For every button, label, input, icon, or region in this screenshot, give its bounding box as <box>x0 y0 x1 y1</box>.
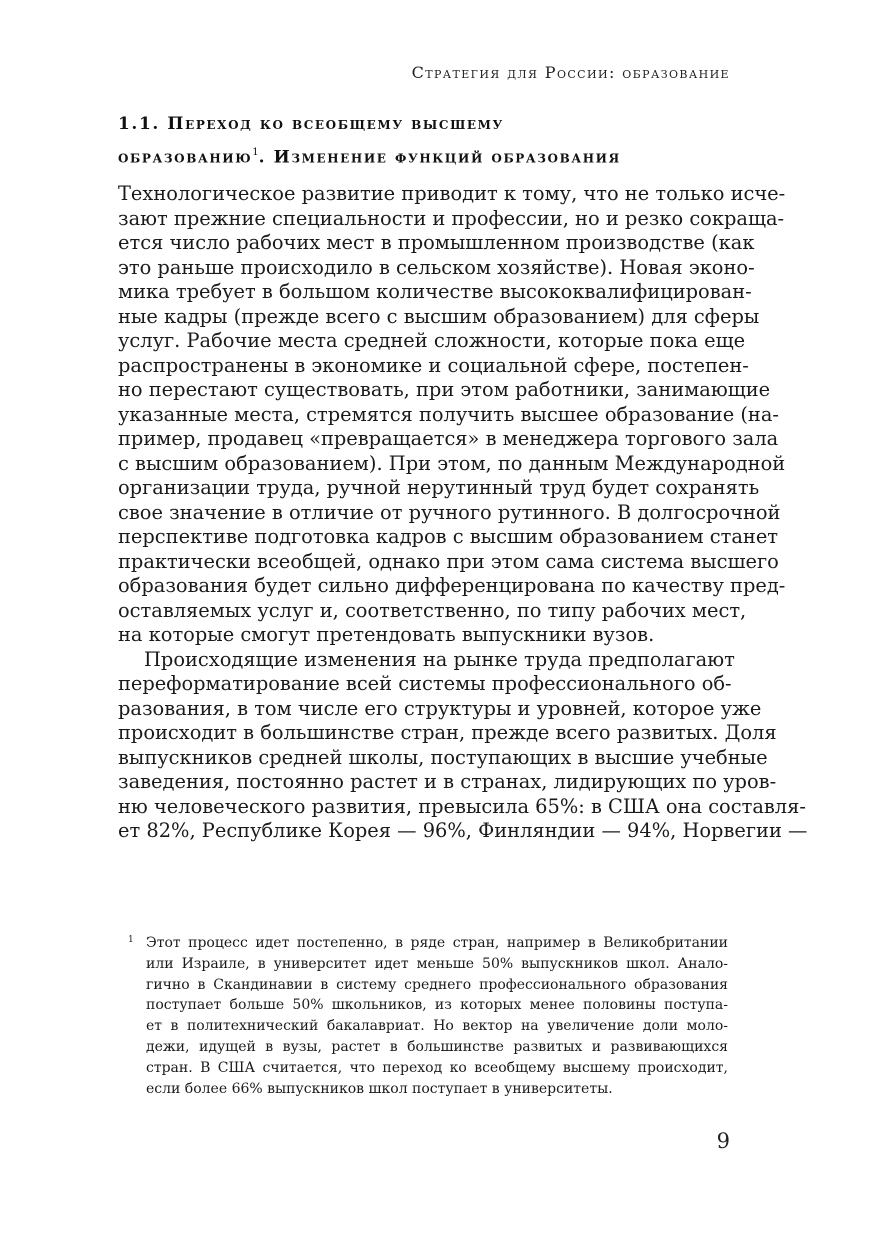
text-line: оставляемых услуг и, соответственно, по типу рабочих мест, <box>118 598 747 622</box>
footnote-line: Этот процесс идет постепенно, в ряде стран, например в Великобритании <box>146 935 728 951</box>
text-line: перспективе подготовка кадров с высшим образованием станет <box>118 525 779 548</box>
section-heading-line-2-start: образованию <box>118 147 253 168</box>
text-line: происходит в большинстве стран, прежде всего развитых. Доля <box>118 721 777 744</box>
page-number: 9 <box>716 1129 730 1153</box>
text-line: выпускников средней школы, поступающих в высшие учебные <box>118 745 768 769</box>
footnote-line: стран. В США считается, что переход ко всеобщему высшему происходит, <box>146 1059 728 1076</box>
section-heading-line-2 <box>118 139 738 173</box>
text-line: практически всеобщей, однако при этом сама система высшего <box>118 549 779 573</box>
footnote-line: или Израиле, в университет идет меньше 50% выпускников школ. Анало- <box>146 955 728 972</box>
text-line: разования, в том числе его структуры и уровней, которое уже <box>118 696 762 720</box>
text-line: зают прежние специальности и профессии, но и резко сокраща- <box>118 206 785 230</box>
paragraph-2 <box>118 647 808 844</box>
text-line: на которые смогут претендовать выпускники вузов. <box>118 623 655 646</box>
footnote-line: если более 66% выпускников школ поступает в университеты. <box>146 1080 613 1097</box>
footnote-line: гично в Скандинавии в систему среднего профессионального образования <box>146 976 728 993</box>
text-line: Технологическое развитие приводит к тому, что не только исче- <box>118 182 786 205</box>
text-line: ется число рабочих мест в промышленном производстве (как <box>118 231 755 254</box>
text-line: образования будет сильно дифференцирована по качеству пред- <box>118 574 786 597</box>
footnote <box>118 933 728 1099</box>
paragraph-1 <box>118 182 786 648</box>
text-line: указанные места, стремятся получить высшее образование (на- <box>118 402 779 426</box>
footnote-marker: 1 <box>128 935 134 945</box>
footnote-line: дежи, идущей в вузы, растет в большинстве развитых и развивающихся <box>146 1038 728 1055</box>
text-line: заведения, постоянно растет и в странах, лидирующих по уров- <box>118 770 777 793</box>
text-line: но перестают существовать, при этом работники, занимающие <box>118 378 771 401</box>
text-line: Происходящие изменения на рынке труда предполагают <box>144 647 735 671</box>
body-text <box>118 182 808 844</box>
text-line: это раньше происходило в сельском хозяйстве). Новая эконо- <box>118 255 755 279</box>
footnote-line: ет в политехнический бакалавриат. Но вектор на увеличение доли моло- <box>146 1018 728 1035</box>
text-line: мика требует в большом количестве высококвалифицирован- <box>118 280 752 303</box>
footnote-reference[interactable]: 1 <box>252 147 259 158</box>
text-line: свое значение в отличие от ручного рутинного. В долгосрочной <box>118 500 781 524</box>
text-line: ню человеческого развития, превысила 65%: в США она составля- <box>118 794 806 818</box>
footnote-line: поступает больше 50% школьников, из которых менее половины поступа- <box>146 997 728 1014</box>
running-header: Стратегия для России: образование <box>411 63 730 82</box>
section-heading-line-2-end: . Изменение функций образования <box>258 147 621 168</box>
section-heading-line-1: 1.1. Переход ко всеобщему высшему <box>118 114 504 134</box>
section-heading <box>118 110 738 173</box>
text-line: услуг. Рабочие места средней сложности, которые пока еще <box>118 329 746 352</box>
text-line: ные кадры (прежде всего с высшим образованием) для сферы <box>118 304 760 328</box>
text-line: пример, продавец «превращается» в менеджера торгового зала <box>118 427 779 450</box>
text-line: распространены в экономике и социальной сфере, постепен- <box>118 353 749 377</box>
footnote-body <box>146 933 728 1099</box>
text-line: ет 82%, Республике Корея — 96%, Финляндии — 94%, Норвегии — <box>118 819 808 842</box>
text-line: с высшим образованием). При этом, по данным Международной <box>118 451 786 475</box>
text-line: переформатирование всей системы профессионального об- <box>118 672 732 695</box>
text-line: организации труда, ручной нерутинный труд будет сохранять <box>118 476 760 499</box>
